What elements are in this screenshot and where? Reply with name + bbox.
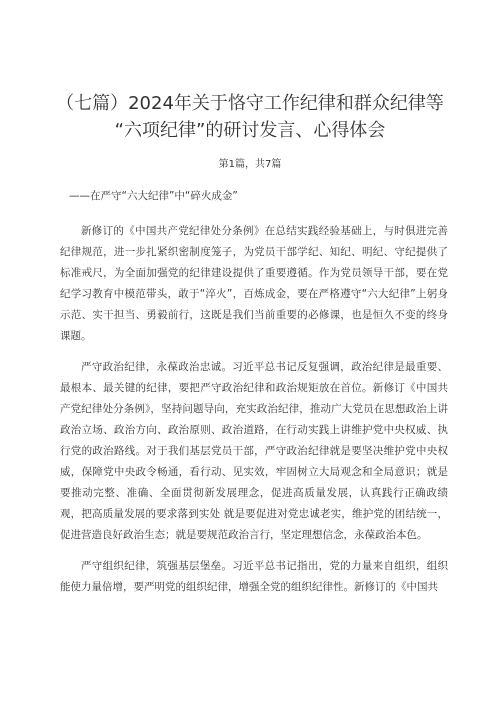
document-title [30, 90, 470, 144]
section-counter: 第1篇，共7篇 [218, 159, 282, 170]
paragraph-1: 新修订的《中国共产党纪律处分条例》在总结实践经验基础上，与时俱进完善纪律规范，进一步扎紧织密制度笼子，为党员干部学纪、知纪、明纪、守纪提供了标准戒尺，为全面加强党的纪律建设提供了重要遵循。作为党员领导干部，要在党纪学习教育中模范带头，敢于“淬火”，百炼成金，要在严格遵守“六大纪律”上躬身示范、实干担当、勇毅前行，这既是我们当前重要的必修课，也是恒久不变的终身课题。 [60, 225, 448, 342]
title-line-2: “六项纪律”的研讨发言、心得体会 [114, 120, 386, 141]
section-subtitle: ——在严守“六大纪律”中“碎火成金” [69, 190, 238, 202]
paragraph-3: 严守组织纪律，筑强基层堡垒。习近平总书记指出，党的力量来自组织，组织能使力量倍增，要严明党的组织纪律，增强全党的组织纪律性。新修订的《中国共 [60, 560, 448, 593]
paragraph-2: 严守政治纪律，永葆政治忠诚。习近平总书记反复强调，政治纪律是最重要、最根本、最关键的纪律，要把严守政治纪律和政治规矩放在首位。新修订《中国共产党纪律处分条例》，坚持问题导向，充实政治纪律，推动广大党员在思想政治上讲政治立场、政治方向、政治原则、政治道路，在行动实践上讲维护党中央权威、执行党的政治路线。对于我们基层党员干部，严守政治纪律就是要坚决维护党中央权威，保障党中央政令畅通，看行动、见实效，牢固树立大局观念和全局意识；就是要推动完整、准确、全面贯彻新发展理念，促进高质量发展，认真践行正确政绩观，把高质量发展的要求落到实处 就是要促进对党忠诚老实，维护党的团结统一，促进营造良好政治生态；就是要规范政治言行，坚定理想信念，永葆政治本色。 [60, 361, 448, 541]
title-line-1: （七篇）2024年关于恪守工作纪律和群众纪律等 [56, 93, 444, 114]
document-body [60, 221, 448, 608]
